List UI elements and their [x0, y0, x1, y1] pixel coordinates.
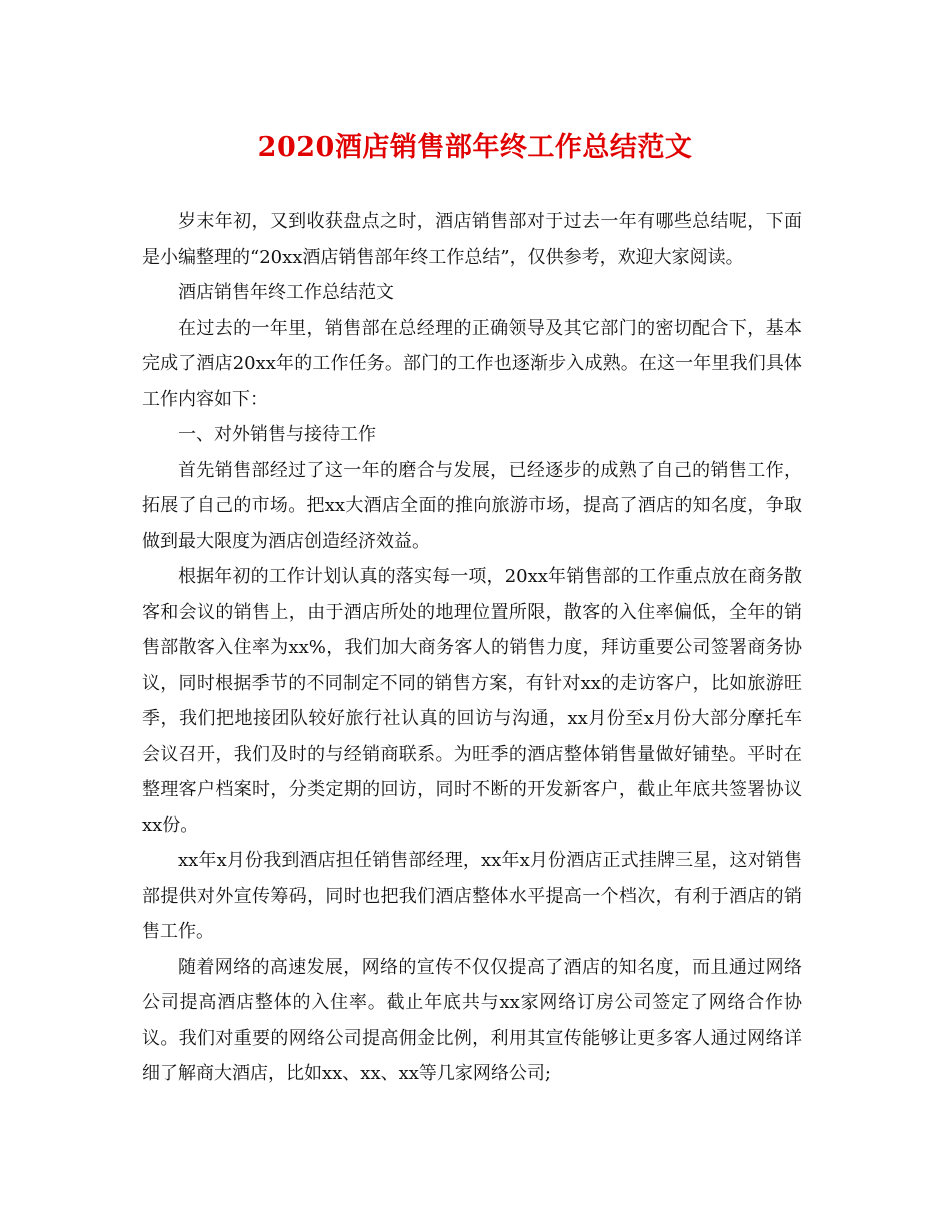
- paragraph-network: 随着网络的高速发展，网络的宣传不仅仅提高了酒店的知名度，而且通过网络公司提高酒店整体的入住率。截止年底共与xx家网络订房公司签定了网络合作协议。我们对重要的网络公司提高佣金比例，利用其宣传能够让更多客人通过网络详细了解商大酒店，比如xx、xx、xx等几家网络公司;: [142, 956, 802, 1084]
- paragraph-overview: 在过去的一年里，销售部在总经理的正确领导及其它部门的密切配合下，基本完成了酒店20xx年的工作任务。部门的工作也逐渐步入成熟。在这一年里我们具体工作内容如下：: [142, 317, 802, 410]
- paragraph-subtitle: 酒店销售年终工作总结范文: [178, 282, 394, 303]
- paragraph-manager: xx年x月份我到酒店担任销售部经理，xx年x月份酒店正式挂牌三星，这对销售部提供对外宣传筹码，同时也把我们酒店整体水平提高一个档次，有利于酒店的销售工作。: [142, 850, 802, 942]
- page-title: 2020酒店销售部年终工作总结范文: [257, 132, 693, 163]
- paragraph-sales-development: 首先销售部经过了这一年的磨合与发展，已经逐步的成熟了自己的销售工作，拓展了自己的市场。把xx大酒店全面的推向旅游市场，提高了酒店的知名度，争取做到最大限度为酒店创造经济效益。: [142, 459, 802, 552]
- paragraph-work-plan: 根据年初的工作计划认真的落实每一项，20xx年销售部的工作重点放在商务散客和会议的销售上，由于酒店所处的地理位置所限，散客的入住率偏低，全年的销售部散客入住率为xx%，我们加大商务客人的销售力度，拜访重要公司签署商务协议，同时根据季节的不同制定不同的销售方案，有针对xx的走访客户，比如旅游旺季，我们把地接团队较好旅行社认真的回访与沟通，xx月份至x月份大部分摩托车会议召开，我们及时的与经销商联系。为旺季的酒店整体销售量做好铺垫。平时在整理客户档案时，分类定期的回访，同时不断的开发新客户，截止年底共签署协议xx份。: [142, 566, 802, 836]
- section-heading: 一、对外销售与接待工作: [178, 424, 376, 445]
- paragraph-intro: 岁末年初，又到收获盘点之时，酒店销售部对于过去一年有哪些总结呢，下面是小编整理的“20xx酒店销售部年终工作总结”，仅供参考，欢迎大家阅读。: [142, 211, 802, 268]
- document-body: [142, 204, 802, 1092]
